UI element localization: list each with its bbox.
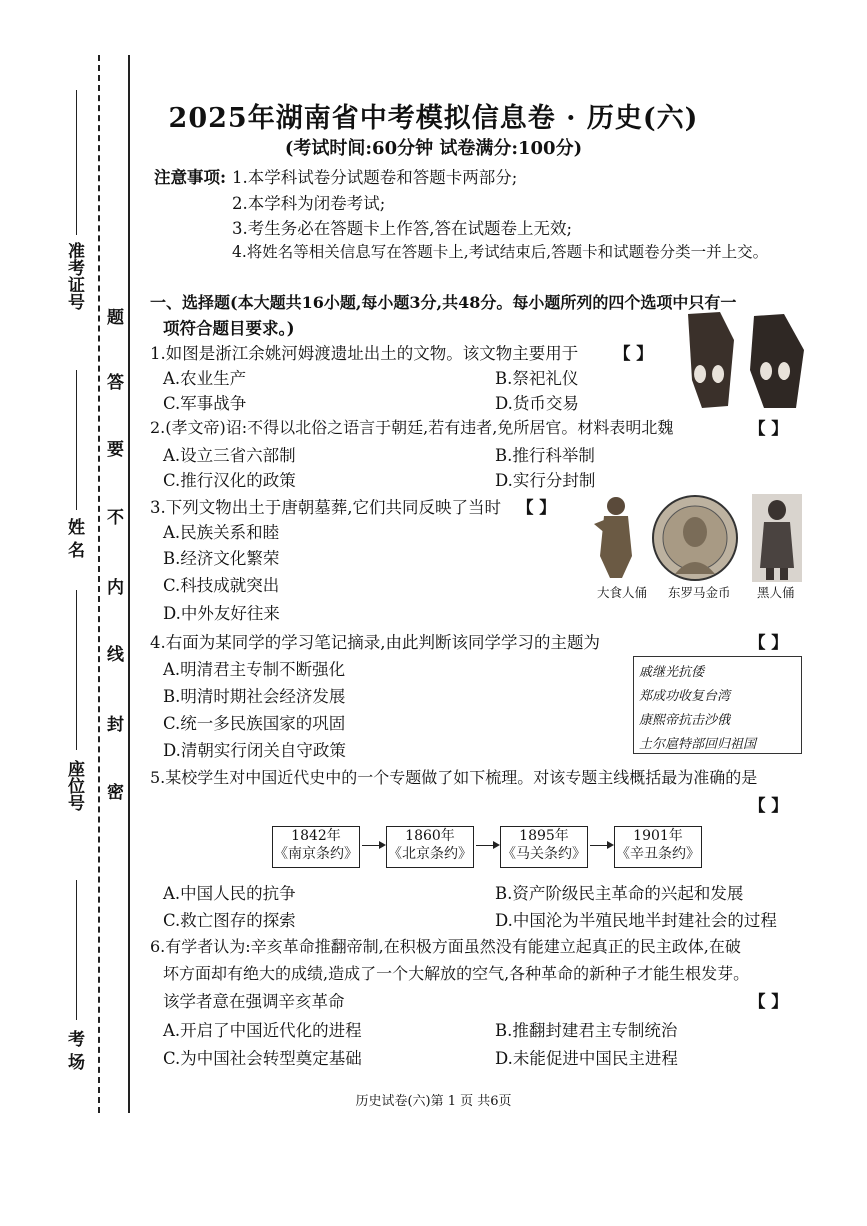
timeline-treaty: 《辛丑条约》 (616, 846, 700, 862)
answer-bracket: 【 】 (614, 344, 653, 363)
q2-option-a: A.设立三省六部制 (163, 446, 296, 465)
exam-room-label: 考 场 (64, 1030, 84, 1070)
timeline-treaty: 《马关条约》 (502, 846, 586, 862)
q4-option-d: D.清朝实行闭关自守政策 (163, 741, 346, 760)
timeline-year: 1901年 (633, 828, 683, 844)
exam-subtitle: (考试时间:60分钟 试卷满分:100分) (284, 138, 583, 159)
q4-note: 康熙帝抗击沙俄 (639, 713, 731, 728)
notes-label: 注意事项: (154, 168, 227, 187)
q2-option-c: C.推行汉化的政策 (163, 471, 296, 490)
seal-char: 内 (107, 578, 124, 598)
name-label: 姓 名 (64, 518, 84, 558)
q6-stem-cont: 坏方面却有绝大的成绩,造成了一个大解放的空气,各种革命的新种子才能生根发芽。 (163, 964, 750, 983)
q2-stem: 2.(孝文帝)诏:不得以北俗之语言于朝廷,若有违者,免所居官。材料表明北魏 (150, 418, 674, 437)
q1-artifact-image (680, 310, 810, 410)
answer-bracket: 【 】 (749, 419, 788, 438)
q2-option-b: B.推行科举制 (495, 446, 595, 465)
notes-item: 1.本学科试卷分试题卷和答题卡两部分; (232, 168, 518, 187)
timeline-year: 1860年 (405, 828, 455, 844)
q3-caption: 东罗马金币 (668, 585, 731, 600)
exam-room-line (76, 880, 77, 1020)
timeline-year: 1895年 (519, 828, 569, 844)
seal-char: 线 (107, 645, 124, 665)
timeline-arrow (476, 845, 498, 846)
section-heading: 一、选择题(本大题共16小题,每小题3分,共48分。每小题所列的四个选项中只有一 (150, 293, 737, 312)
timeline-box (272, 826, 360, 868)
q3-option-a: A.民族关系和睦 (163, 523, 280, 542)
seal-char: 答 (107, 373, 124, 393)
q6-option-b: B.推翻封建君主专制统治 (495, 1021, 678, 1040)
q4-note: 郑成功收复台湾 (639, 689, 731, 704)
q5-option-b: B.资产阶级民主革命的兴起和发展 (495, 884, 744, 903)
q6-option-c: C.为中国社会转型奠定基础 (163, 1049, 362, 1068)
q1-stem: 1.如图是浙江余姚河姆渡遗址出土的文物。该文物主要用于 (150, 344, 579, 363)
q3-option-d: D.中外友好往来 (163, 604, 280, 623)
q3-option-b: B.经济文化繁荣 (163, 549, 280, 568)
q3-figurine-image (592, 494, 640, 582)
seat-number-line (76, 590, 77, 750)
q5-option-c: C.救亡图存的探索 (163, 911, 296, 930)
q1-option-c: C.军事战争 (163, 394, 247, 413)
candidate-number-label: 准考证号 (64, 242, 84, 310)
q6-option-d: D.未能促进中国民主进程 (495, 1049, 678, 1068)
q3-caption: 黑人俑 (757, 585, 795, 600)
q3-figurine-image (752, 494, 802, 582)
q6-option-a: A.开启了中国近代化的进程 (163, 1021, 362, 1040)
q3-option-c: C.科技成就突出 (163, 576, 280, 595)
timeline-arrow (590, 845, 612, 846)
exam-title: 2025年湖南省中考模拟信息卷 · 历史(六) (168, 103, 699, 134)
answer-bracket: 【 】 (749, 633, 788, 652)
answer-bracket: 【 】 (749, 992, 788, 1011)
q3-gold-coin-image (650, 494, 740, 582)
timeline-box (614, 826, 702, 868)
q1-option-a: A.农业生产 (163, 369, 247, 388)
q1-option-d: D.货币交易 (495, 394, 579, 413)
timeline-year: 1842年 (291, 828, 341, 844)
q4-stem: 4.右面为某同学的学习笔记摘录,由此判断该同学学习的主题为 (150, 633, 600, 652)
page-footer: 历史试卷(六)第 1 页 共6页 (355, 1094, 512, 1109)
q4-option-b: B.明清时期社会经济发展 (163, 687, 346, 706)
q3-stem: 3.下列文物出土于唐朝墓葬,它们共同反映了当时 (150, 498, 501, 517)
seal-char: 封 (107, 715, 124, 735)
q6-stem: 6.有学者认为:辛亥革命推翻帝制,在积极方面虽然没有能建立起真正的民主政体,在破 (150, 937, 741, 956)
q5-option-d: D.中国沦为半殖民地半封建社会的过程 (495, 911, 777, 930)
timeline-box (500, 826, 588, 868)
q4-note: 戚继光抗倭 (639, 665, 705, 680)
q3-caption: 大食人俑 (597, 585, 648, 600)
cut-dashed-line (98, 55, 100, 1113)
timeline-treaty: 《北京条约》 (388, 846, 472, 862)
q4-notes-box (633, 656, 802, 754)
q4-note: 土尔扈特部回归祖国 (639, 737, 757, 752)
seal-char: 不 (107, 508, 124, 528)
seat-number-label: 座位号 (64, 760, 84, 811)
notes-item: 2.本学科为闭卷考试; (232, 194, 386, 213)
answer-bracket: 【 】 (517, 498, 556, 517)
answer-bracket: 【 】 (749, 796, 788, 815)
q6-stem-cont: 该学者意在强调辛亥革命 (163, 992, 345, 1011)
binding-solid-line (128, 55, 130, 1113)
seal-char: 要 (107, 440, 124, 460)
seal-char: 题 (107, 308, 124, 328)
q5-option-a: A.中国人民的抗争 (163, 884, 296, 903)
timeline-arrow (362, 845, 384, 846)
seal-char: 密 (107, 783, 124, 803)
q5-stem: 5.某校学生对中国近代史中的一个专题做了如下梳理。对该专题主线概括最为准确的是 (150, 768, 758, 787)
timeline-box (386, 826, 474, 868)
q4-option-a: A.明清君主专制不断强化 (163, 660, 346, 679)
notes-item: 3.考生务必在答题卡上作答,答在试题卷上无效; (232, 219, 573, 238)
q1-option-b: B.祭祀礼仪 (495, 369, 579, 388)
name-line (76, 370, 77, 510)
notes-item: 4.将姓名等相关信息写在答题卡上,考试结束后,答题卡和试题卷分类一并上交。 (232, 243, 769, 261)
q2-option-d: D.实行分封制 (495, 471, 596, 490)
timeline-treaty: 《南京条约》 (274, 846, 358, 862)
q4-option-c: C.统一多民族国家的巩固 (163, 714, 346, 733)
section-heading-cont: 项符合题目要求。) (163, 319, 295, 338)
